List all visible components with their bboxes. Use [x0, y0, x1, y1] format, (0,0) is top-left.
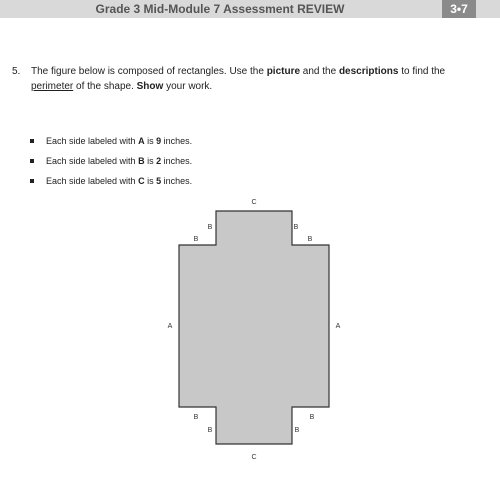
- module-badge: 3•7: [442, 0, 476, 18]
- label-top-right-b-horizontal: B: [307, 236, 313, 243]
- label-top-left-b-horizontal: B: [193, 236, 199, 243]
- side-description: Each side labeled with B is 2 inches.: [46, 156, 193, 166]
- side-description: Each side labeled with A is 9 inches.: [46, 136, 193, 146]
- question-text-part: to find the: [398, 66, 446, 77]
- question-text-part: The figure below is composed of rectangles. Use the: [31, 66, 267, 77]
- question-keyword-show: Show: [136, 81, 164, 92]
- side-description: Each side labeled with C is 5 inches.: [46, 176, 193, 186]
- question-text-part: of the shape.: [73, 81, 137, 92]
- label-top-c: C: [251, 199, 257, 206]
- page-title: Grade 3 Mid-Module 7 Assessment REVIEW: [95, 2, 345, 16]
- label-top-right-b-vertical: B: [293, 224, 299, 231]
- label-bottom-c: C: [251, 454, 257, 461]
- question-keyword-perimeter: perimeter: [31, 81, 74, 92]
- label-top-left-b-vertical: B: [207, 224, 213, 231]
- question-text-part: and the: [300, 66, 339, 77]
- label-left-a: A: [167, 323, 173, 330]
- label-bottom-right-b-horizontal: B: [309, 414, 315, 421]
- question-keyword-descriptions: descriptions: [338, 66, 399, 77]
- label-bottom-left-b-vertical: B: [207, 427, 213, 434]
- question-keyword-picture: picture: [266, 66, 301, 77]
- label-right-a: A: [335, 323, 341, 330]
- question-text-part: your work.: [163, 81, 213, 92]
- question-number: 5.: [12, 66, 21, 77]
- label-bottom-right-b-vertical: B: [294, 427, 300, 434]
- label-bottom-left-b-horizontal: B: [193, 414, 199, 421]
- composite-shape: [179, 211, 329, 444]
